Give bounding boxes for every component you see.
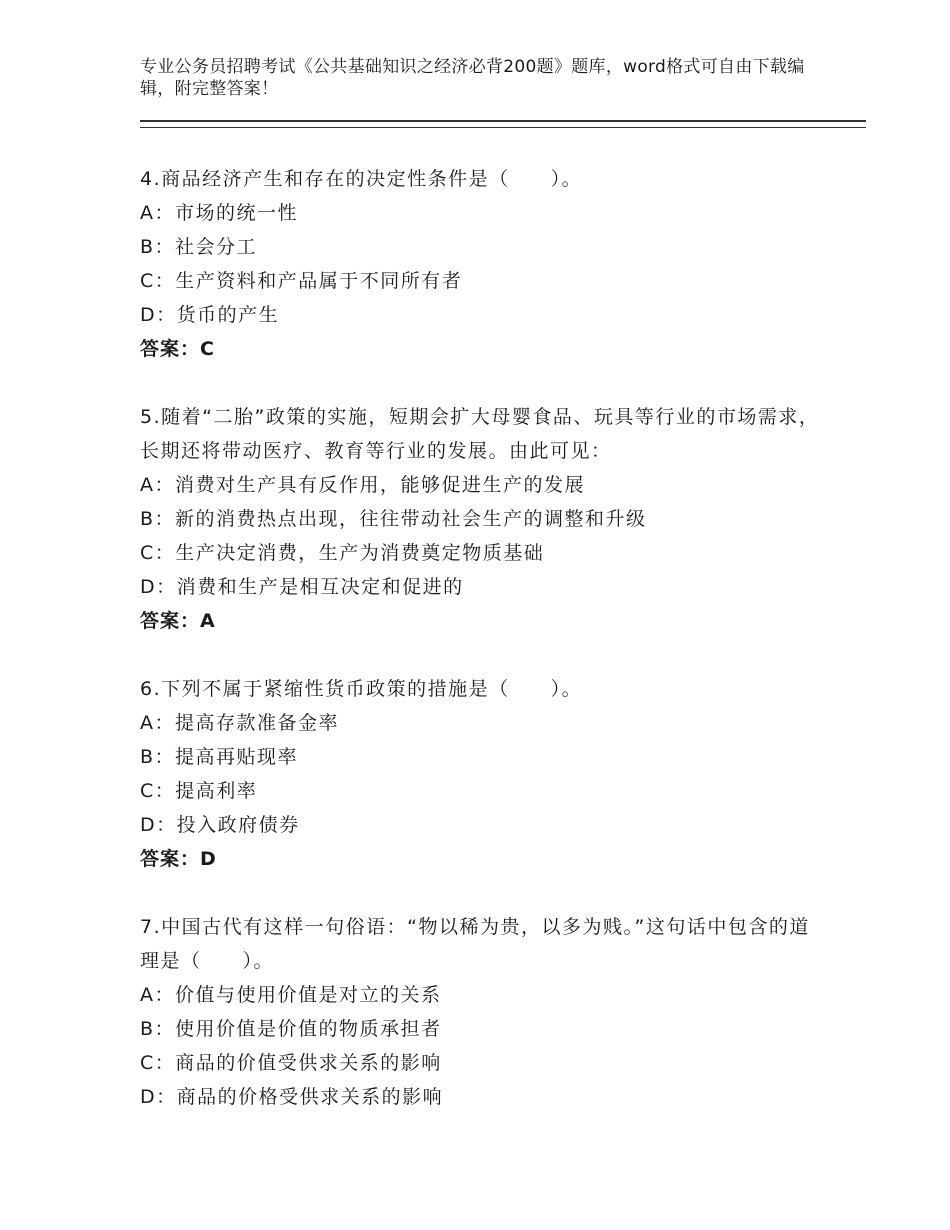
option-d: D：货币的产生 (140, 304, 280, 326)
question-stem: 6.下列不属于紧缩性货币政策的措施是（ ）。 (140, 678, 583, 700)
option-d: D：投入政府债券 (140, 814, 300, 836)
option-c: C：生产资料和产品属于不同所有者 (140, 270, 463, 292)
option-c: C：提高利率 (140, 780, 258, 802)
page-header: 专业公务员招聘考试《公共基础知识之经济必背200题》题库，word格式可自由下载编辑，附完整答案！ (140, 57, 805, 99)
option-a: A：市场的统一性 (140, 202, 298, 224)
option-b: B：使用价值是价值的物质承担者 (140, 1018, 442, 1040)
question-stem: 4.商品经济产生和存在的决定性条件是（ ）。 (140, 168, 583, 190)
option-b: B：新的消费热点出现，往往带动社会生产的调整和升级 (140, 508, 647, 530)
answer-label: 答案：D (140, 848, 217, 870)
header-divider (140, 120, 866, 128)
option-d: D：商品的价格受供求关系的影响 (140, 1086, 444, 1108)
option-c: C：商品的价值受供求关系的影响 (140, 1052, 442, 1074)
question-6 (140, 672, 820, 876)
answer-label: 答案：C (140, 338, 215, 360)
question-7 (140, 910, 820, 1114)
question-5 (140, 400, 820, 638)
answer-label: 答案：A (140, 610, 216, 632)
option-c: C：生产决定消费，生产为消费奠定物质基础 (140, 542, 545, 564)
option-d: D：消费和生产是相互决定和促进的 (140, 576, 464, 598)
option-a: A：价值与使用价值是对立的关系 (140, 984, 442, 1006)
option-a: A：提高存款准备金率 (140, 712, 339, 734)
question-4 (140, 162, 820, 366)
question-stem: 7.中国古代有这样一句俗语：“物以稀为贵，以多为贱。”这句话中包含的道理是（ ）。 (140, 916, 810, 972)
question-stem: 5.随着“二胎”政策的实施，短期会扩大母婴食品、玩具等行业的市场需求，长期还将带动医疗、教育等行业的发展。由此可见： (140, 406, 820, 462)
question-list (140, 162, 820, 1148)
option-a: A：消费对生产具有反作用，能够促进生产的发展 (140, 474, 585, 496)
option-b: B：提高再贴现率 (140, 746, 299, 768)
option-b: B：社会分工 (140, 236, 258, 258)
